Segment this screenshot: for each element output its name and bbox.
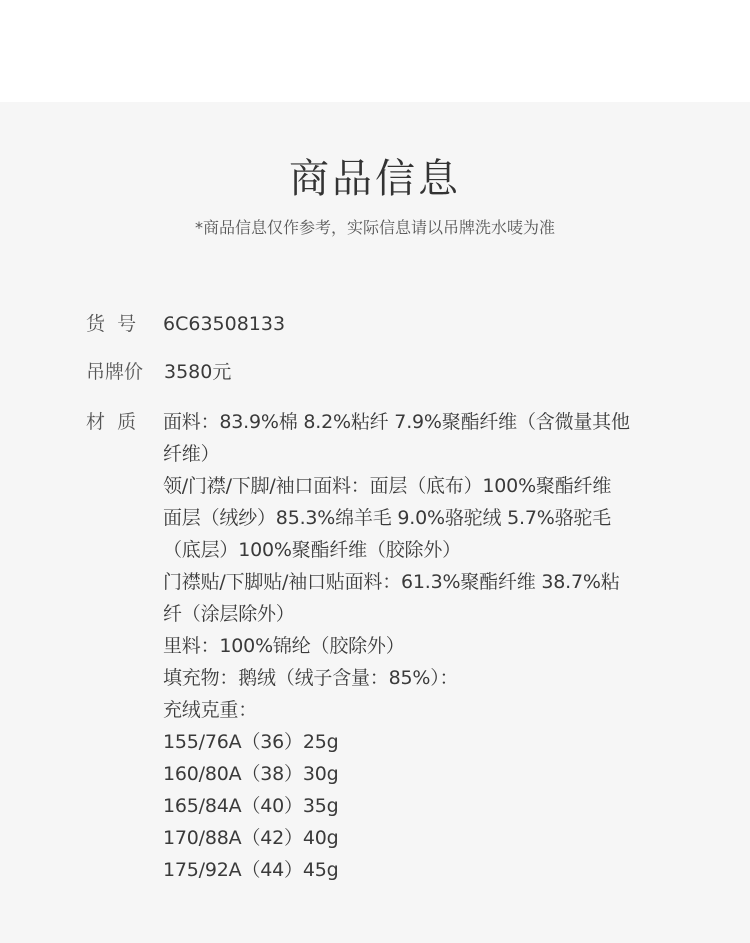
page-title: 商品信息 [289,156,461,202]
material-line: 160/80A（38）30g [163,763,339,785]
material-line: 门襟贴/下脚贴/袖口贴面料：61.3%聚酯纤维 38.7%粘 [163,571,620,593]
material-line: 填充物：鹅绒（绒子含量：85%）： [163,667,459,689]
tag-price-value: 3580元 [164,361,232,383]
material-line: 充绒克重： [163,699,258,721]
item-number-label: 货 号 [86,313,137,335]
material-line: 纤维） [163,443,220,465]
material-line: 155/76A（36）25g [163,731,339,753]
material-line: 纤（涂层除外） [163,603,295,625]
material-line: 面层（绒纱）85.3%绵羊毛 9.0%骆驼绒 5.7%骆驼毛 [163,507,611,529]
material-line: 领/门襟/下脚/袖口面料：面层（底布）100%聚酯纤维 [163,475,612,497]
disclaimer-text: *商品信息仅作参考，实际信息请以吊牌洗水唛为准 [194,218,555,237]
product-info-panel [0,102,750,943]
material-label: 材 质 [86,411,137,433]
material-line: 165/84A（40）35g [163,795,339,817]
material-line: 170/88A（42）40g [163,827,339,849]
material-line: （底层）100%聚酯纤维（胶除外） [163,539,461,561]
material-line: 面料：83.9%棉 8.2%粘纤 7.9%聚酯纤维（含微量其他 [163,411,630,433]
top-blank-band [0,0,750,102]
item-number-value: 6C63508133 [163,313,286,335]
tag-price-label: 吊牌价 [86,361,144,383]
material-line: 里料：100%锦纶（胶除外） [163,635,405,657]
material-details [163,406,673,886]
material-line: 175/92A（44）45g [163,859,339,881]
